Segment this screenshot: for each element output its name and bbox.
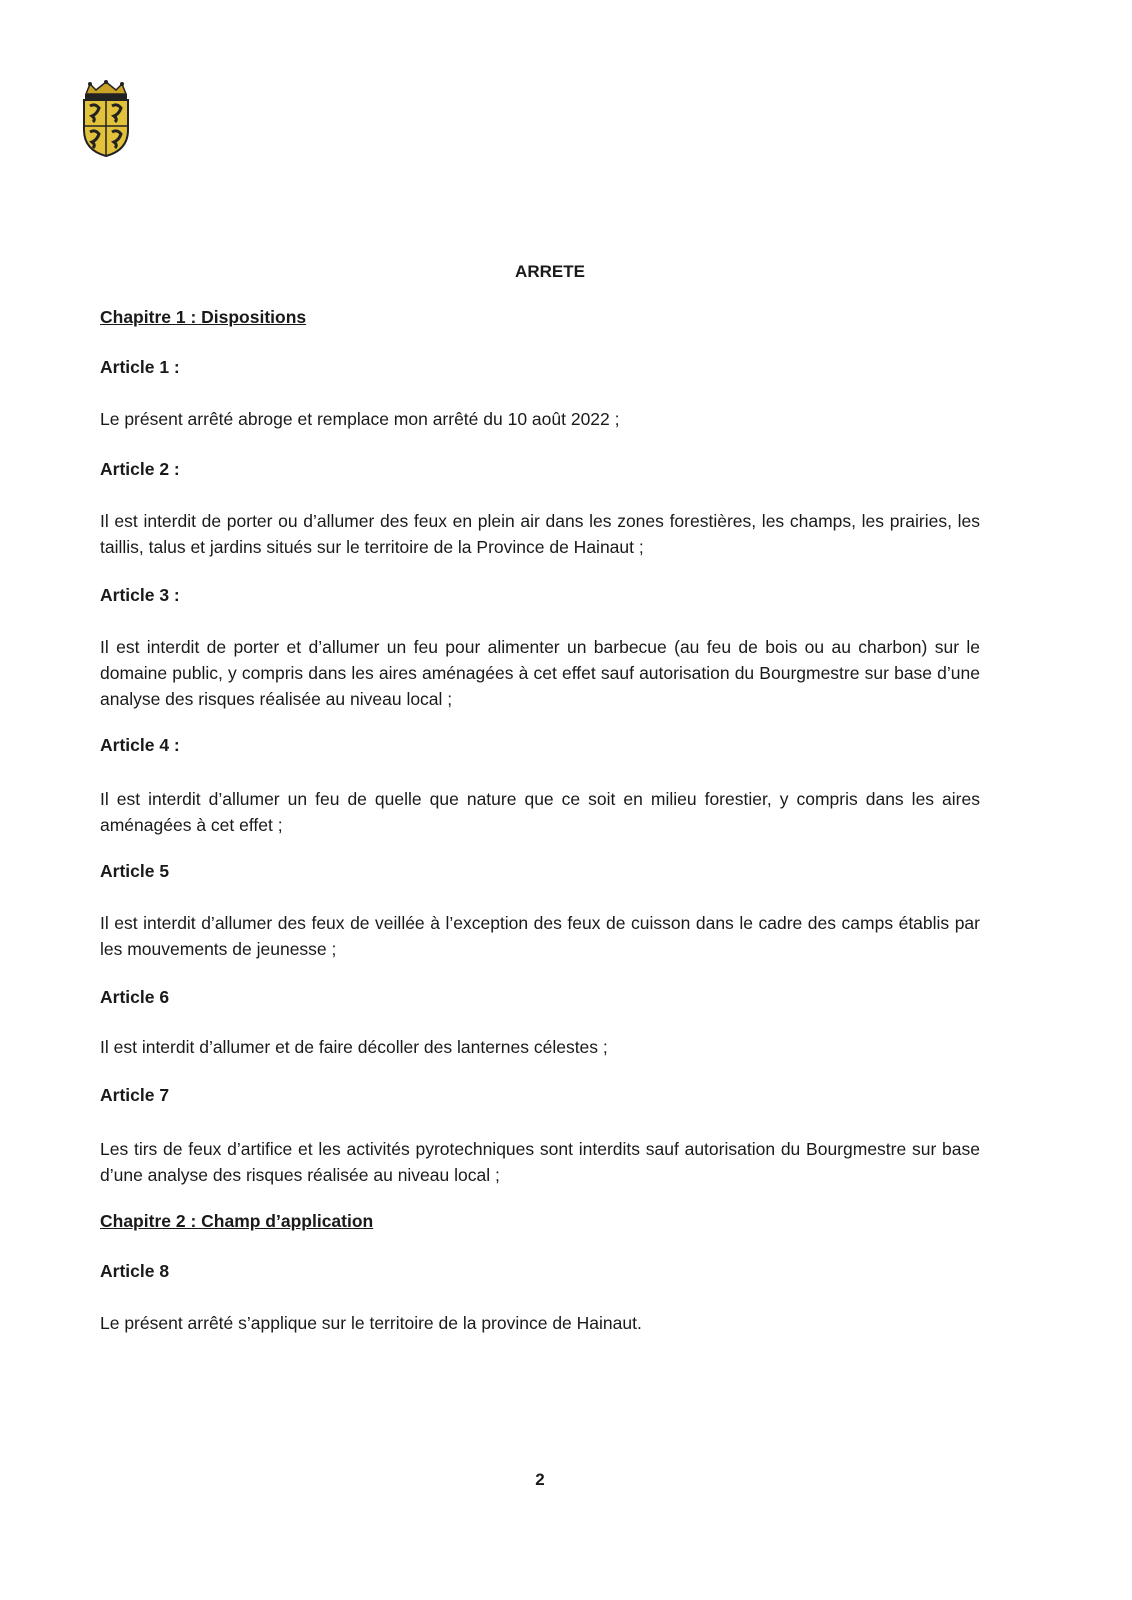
article-2-text: Il est interdit de porter ou d’allumer des feux en plein air dans les zones forestières, les champs, les prairies, les taillis, talus et jardins situés sur le territoire de la Province de Hainaut ; <box>100 511 980 557</box>
article-8-heading: Article 8 <box>100 1261 170 1281</box>
article-4-text: Il est interdit d’allumer un feu de quelle que nature que ce soit en milieu forestier, y compris dans les aires aménagées à cet effet ; <box>100 789 980 835</box>
article-5-heading: Article 5 <box>100 861 170 881</box>
chapter-1-heading: Chapitre 1 : Dispositions <box>100 307 307 327</box>
article-4-heading: Article 4 : <box>100 735 180 755</box>
article-3-heading: Article 3 : <box>100 585 180 605</box>
article-1-text: Le présent arrêté abroge et remplace mon arrêté du 10 août 2022 ; <box>100 409 620 429</box>
article-7-text: Les tirs de feux d’artifice et les activités pyrotechniques sont interdits sauf autorisation du Bourgmestre sur base d’une analyse des risques réalisée au niveau local ; <box>100 1139 980 1185</box>
article-7-heading: Article 7 <box>100 1085 170 1105</box>
page-number: 2 <box>535 1470 545 1489</box>
article-6-heading: Article 6 <box>100 987 170 1007</box>
article-6-text: Il est interdit d’allumer et de faire décoller des lanternes célestes ; <box>100 1037 608 1057</box>
article-8-text: Le présent arrêté s’applique sur le territoire de la province de Hainaut. <box>100 1313 642 1333</box>
article-3-text: Il est interdit de porter et d’allumer un feu pour alimenter un barbecue (au feu de bois ou au charbon) sur le domaine public, y compris dans les aires aménagées à cet effet sauf autorisation du Bourgmestre sur base d’une analyse des risques réalisée au niveau local ; <box>100 637 980 709</box>
article-2-heading: Article 2 : <box>100 459 180 479</box>
article-5-text: Il est interdit d’allumer des feux de veillée à l’exception des feux de cuisson dans le cadre des camps établis par les mouvements de jeunesse ; <box>100 913 980 959</box>
article-1-heading: Article 1 : <box>100 357 180 377</box>
coat-of-arms-icon <box>80 80 132 158</box>
document-title: ARRETE <box>515 262 585 281</box>
chapter-2-heading: Chapitre 2 : Champ d’application <box>100 1211 374 1231</box>
